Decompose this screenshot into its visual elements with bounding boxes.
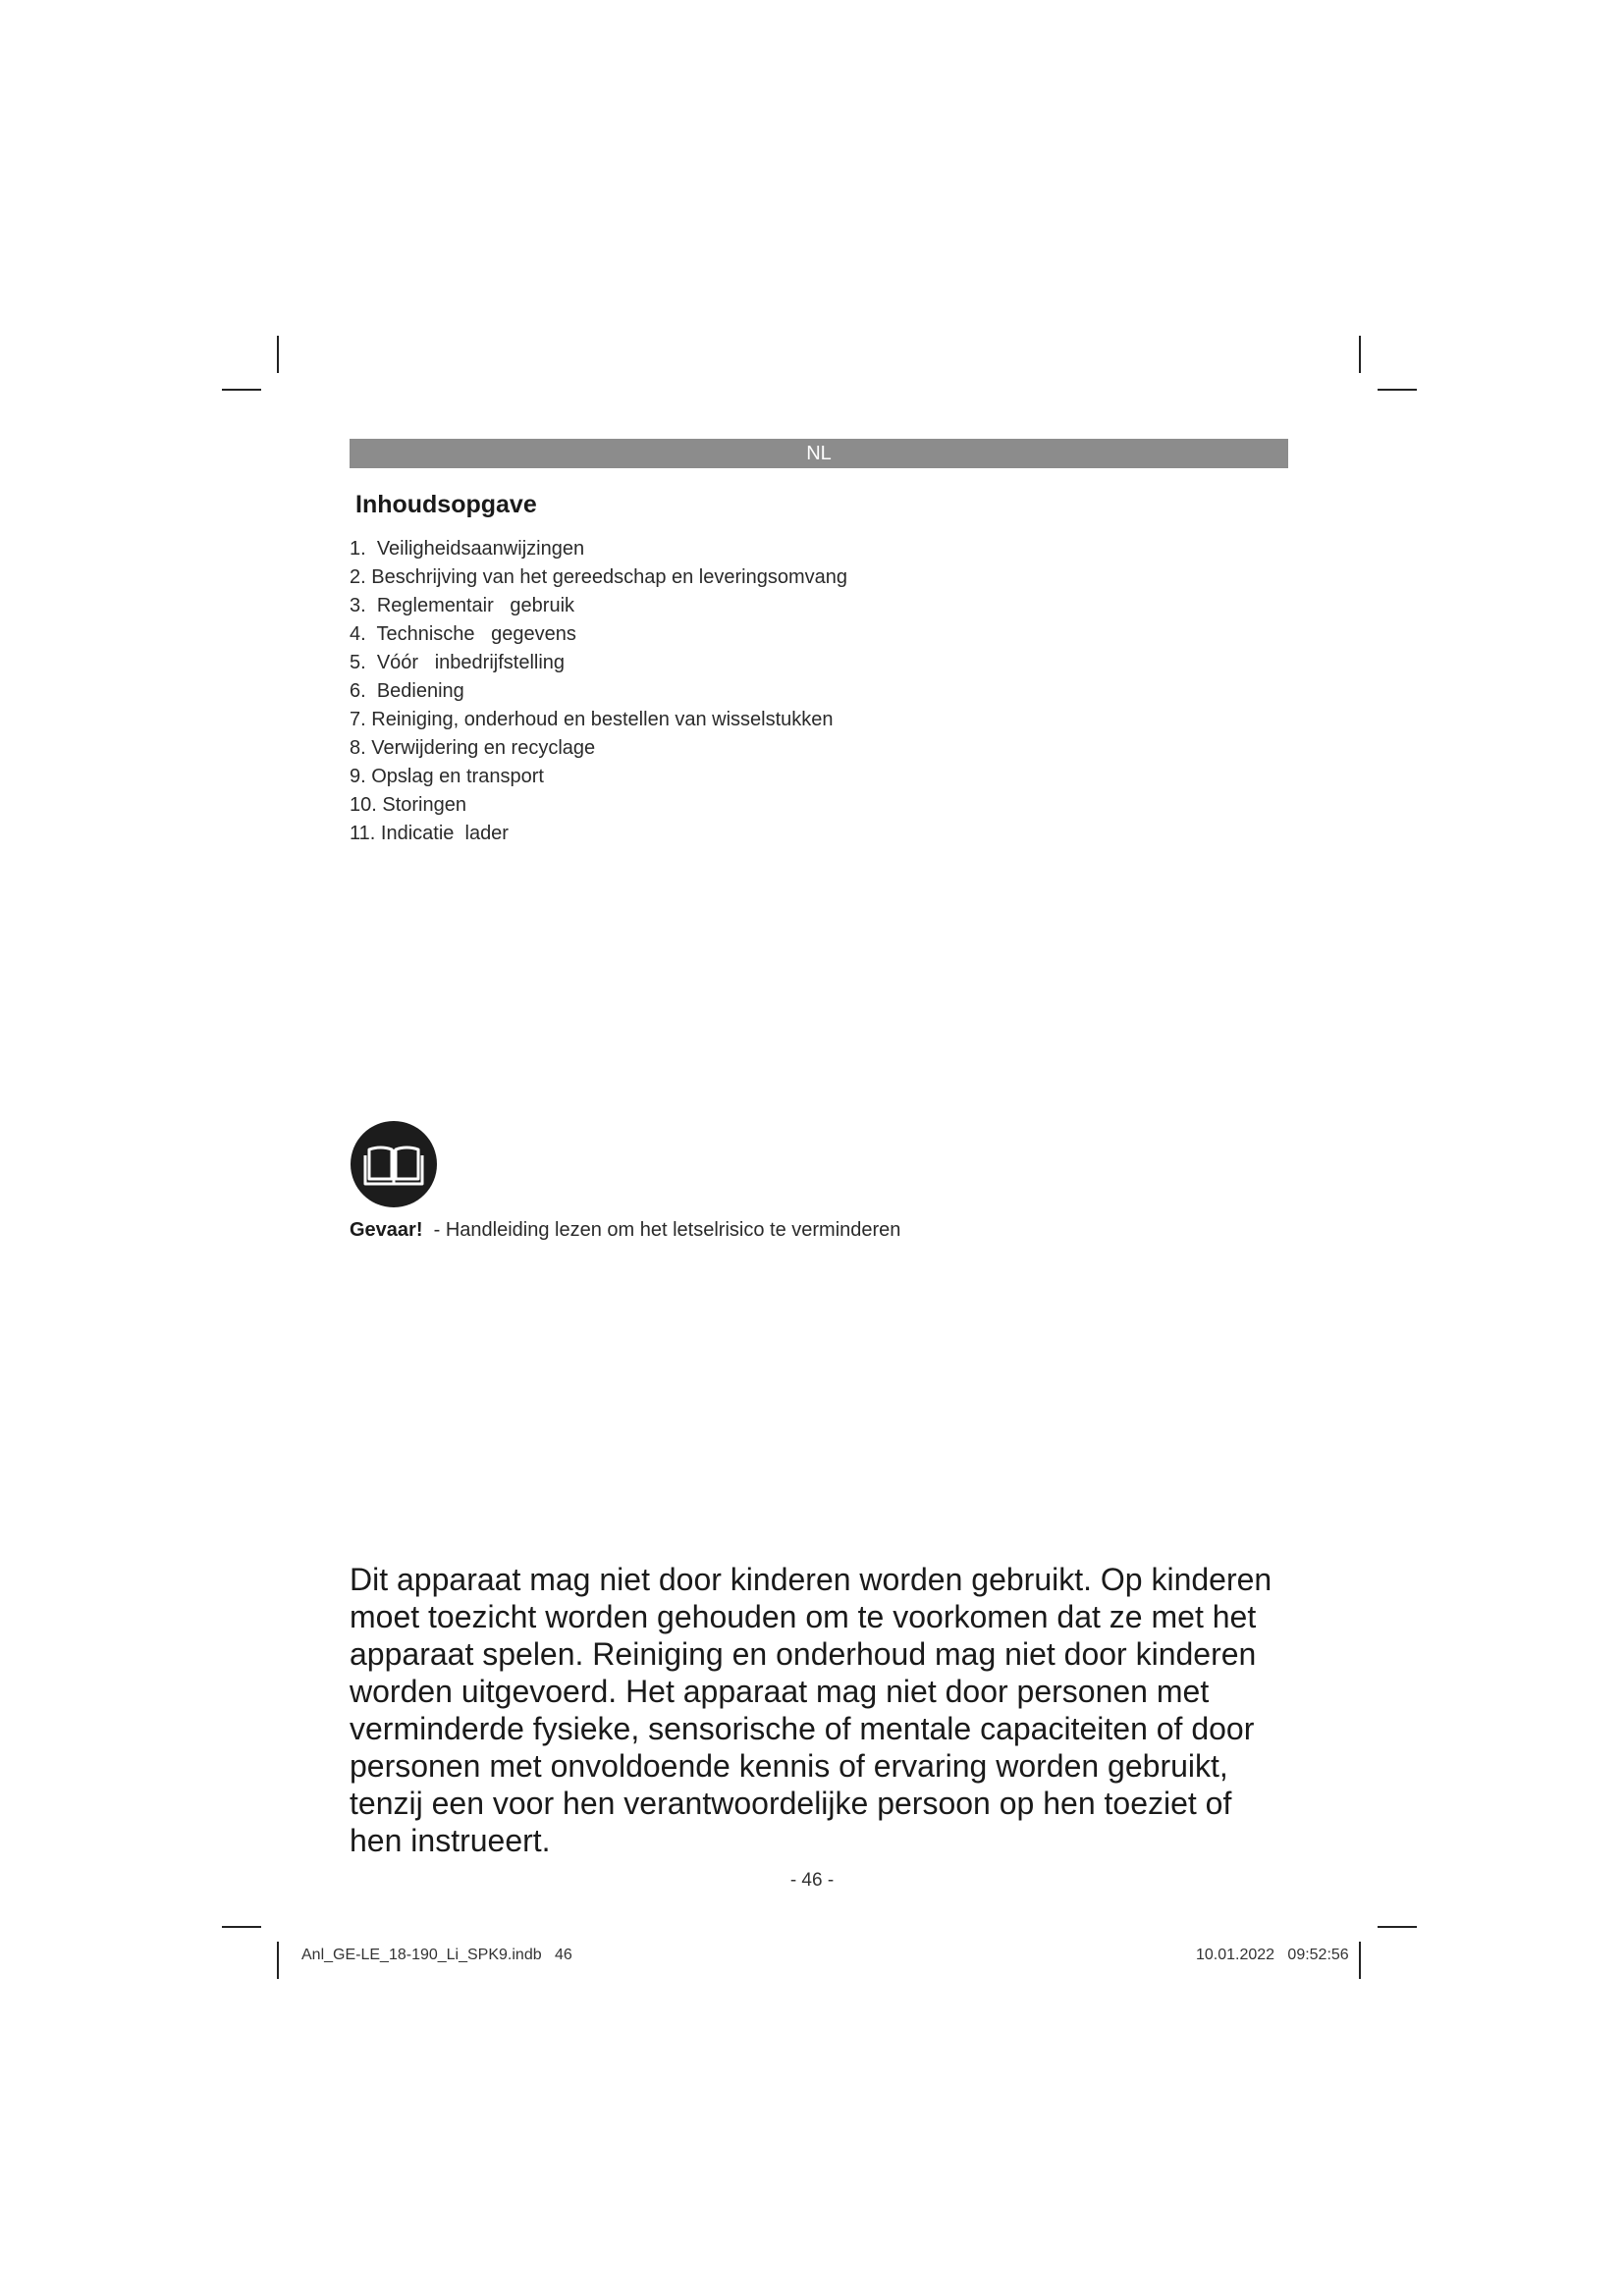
toc-item: 2. Beschrijving van het gereedschap en leveringsomvang [350, 566, 847, 588]
child-safety-notice: Dit apparaat mag niet door kinderen worden gebruikt. Op kinderen moet toezicht worden gehouden om te voorkomen dat ze met het apparaat spelen. Reiniging en onderhoud mag niet door kinderen worden uitgevoerd. Het apparaat mag niet door personen met verminderde fysieke, sensorische of mentale capaciteiten of door personen met onvoldoende kennis of ervaring worden gebruikt, tenzij een voor hen verantwoordelijke persoon op hen toeziet of hen instrueert. [350, 1562, 1272, 1858]
warning-text: - Handleiding lezen om het letselrisico te verminderen [433, 1219, 901, 1241]
crop-mark-top-right-horizontal [1378, 389, 1417, 391]
toc-item: 8. Verwijdering en recyclage [350, 737, 596, 759]
toc-list [350, 535, 847, 848]
toc-item: 9. Opslag en transport [350, 766, 544, 787]
print-file-name: Anl_GE-LE_18-190_Li_SPK9.indb 46 [301, 1947, 572, 1963]
warning-label: Gevaar! [350, 1219, 423, 1241]
toc-item: 5. Vóór inbedrijfstelling [350, 652, 566, 673]
toc-item: 3. Reglementair gebruik [350, 595, 575, 616]
print-timestamp: 10.01.2022 09:52:56 [1196, 1947, 1349, 1963]
crop-mark-top-left-vertical [277, 336, 279, 373]
language-label: NL [806, 443, 832, 464]
toc-item: 10. Storingen [350, 794, 466, 816]
toc-title: Inhoudsopgave [355, 491, 537, 518]
read-manual-book-icon [350, 1120, 438, 1208]
crop-mark-bottom-right-horizontal [1378, 1926, 1417, 1928]
crop-mark-bottom-right-vertical [1359, 1942, 1361, 1979]
toc-item: 11. Indicatie lader [350, 823, 509, 844]
page-number: - 46 - [789, 1870, 835, 1891]
warning-line [350, 1219, 900, 1242]
toc-item: 6. Bediening [350, 680, 464, 702]
crop-mark-top-left-horizontal [222, 389, 261, 391]
crop-mark-top-right-vertical [1359, 336, 1361, 373]
toc-item: 4. Technische gegevens [350, 623, 576, 645]
crop-mark-bottom-left-vertical [277, 1942, 279, 1979]
crop-mark-bottom-left-horizontal [222, 1926, 261, 1928]
toc-item: 1. Veiligheidsaanwijzingen [350, 538, 585, 560]
language-header-bar [350, 439, 1288, 468]
toc-item: 7. Reiniging, onderhoud en bestellen van wisselstukken [350, 709, 834, 730]
